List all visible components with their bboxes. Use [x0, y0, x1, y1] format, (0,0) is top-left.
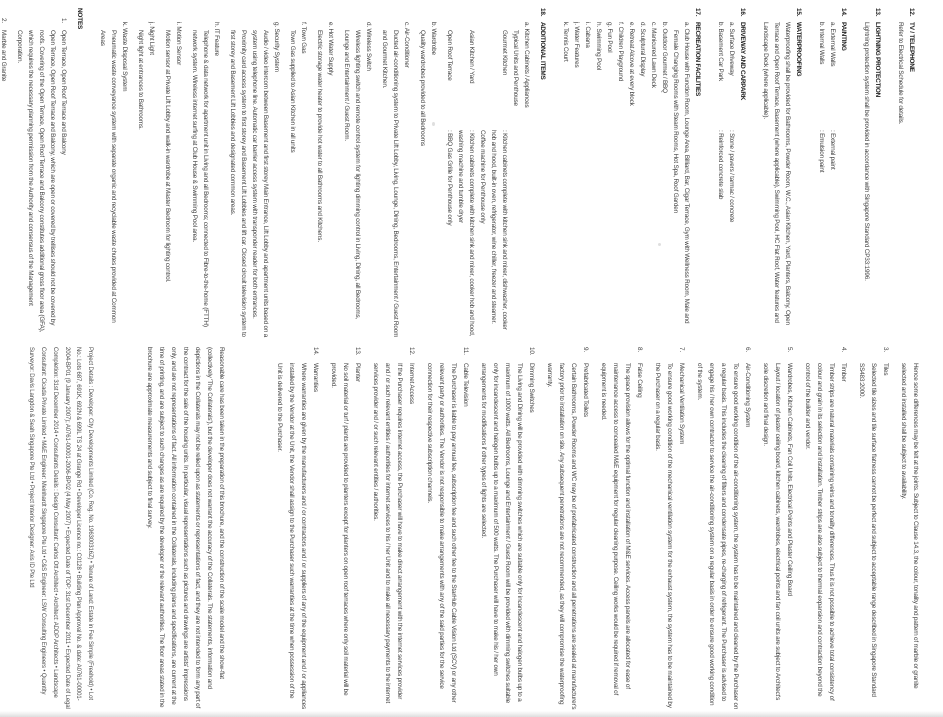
section-header	[906, 8, 917, 339]
note-content	[14, 30, 69, 339]
additional-item	[287, 8, 309, 339]
note-title: Tiles	[882, 363, 889, 376]
spec-label: a. Surface Driveway	[728, 22, 735, 76]
note-body: The Purchaser is liable to pay annual fee, subscription fee and such other fee to the StarHub Cable Vision Ltd (SCV) or any other relevant party or authorities. The Vendor is not responsible to make arrangements with any of the said parties for the service connection for their respective subscription channels.	[426, 363, 457, 703]
note-item	[477, 347, 537, 710]
spec-pair-row	[715, 8, 726, 339]
additional-item	[417, 8, 439, 339]
additional-item	[189, 8, 222, 339]
note-number: 3.	[882, 347, 889, 352]
facility-item: i. Cabana	[584, 22, 591, 48]
additional-item	[227, 8, 282, 339]
section-number: 16.	[739, 8, 746, 17]
section-title: DRIVEWAY AND CARPARK	[739, 22, 746, 101]
appliance-label: Open Roof Terrace	[446, 30, 453, 81]
section-number: 18.	[539, 8, 546, 17]
note-content	[273, 363, 321, 710]
additional-item-label: g. Security System	[273, 22, 280, 72]
spec-section	[816, 8, 849, 339]
note-body: Layout / location of plaster ceiling board, kitchen cabinets, wardrobes, electrical points and fan coil units are subject to Architect's sole discretion and final design.	[762, 363, 781, 701]
additional-item-body: Town Gas supplied to Asian Kitchen in all units	[289, 30, 296, 153]
note-body: If the Purchaser requires internet access, the Purchaser will have to make direct arrangement with the internet services provider and / or such relevant entities / authorities for internet services to his / her Unit and to make all necessary payments to the internet services provider and / or such relevant entities / authorities.	[372, 363, 403, 704]
note-title: False Ceiling	[636, 363, 643, 398]
additional-item-body: Audio / video intercom between Basement and first storey Main Entrance, Lift Lobby and apartment units based on a system using telephone line. Automatic car barrier access system with transponder reader for both entrances. Proximity card access system to first storey and Basement Lift Lobbies and lift car. Closed circuit television system to first storey and Basement Lift Lobbies and designated common areas.	[229, 30, 269, 338]
note-item	[273, 347, 321, 710]
additional-item-label: b. Wardrobe	[430, 22, 437, 55]
note-body: Timber strips are natural materials containing veins and tonality differences. Thus it is not possible to achieve total consistency of colour and grain in its selection and installation. Timber strips are also subject to thermal expansion and contraction beyond the control of the builder and vendor.	[804, 363, 835, 701]
note-number: 8.	[636, 347, 643, 352]
note-number: 7.	[678, 347, 685, 352]
note-item	[0, 8, 9, 339]
section-header	[872, 8, 883, 339]
note-item	[651, 347, 687, 710]
additional-item	[444, 8, 532, 339]
spec-pair-row	[444, 22, 455, 339]
note-number: 12.	[408, 347, 415, 356]
project-credits-line: Project Details : Developer: City Developments Limited (Co. Reg. No. 196300316Z) • Tenure of Land: Estate in Fee Simple (Freehold) • Lot No.: Lots 687, 691K, 692N & 699L TS 24 at Grange Rd • Developer Licence no.: C0128 • Building Plan Approval No. & date: A0761-00001-2004-BP01 (9 January 2007); A0761-00001-2006-BP02 (4 May 2007) • Expected Date of TOP: 31st December 2011 • Expected Date of Legal Completion: 31st December 2014 • Consultants Details : Design Consultant: Carlos Ott Architect • Architect: ADDP Architects • Landscape Consultant: Cicada Private Limited • M&E Engineer: Meinhardt Singapore Pte Ltd • C&S Engineer: LSW Consulting Engineers • Quantity Surveyor: Davis Langdon & Seah Singapore Pte Ltd • Project Interior Designer: Axis ID Pte Ltd	[28, 347, 93, 709]
additional-item-label: j. Night Light	[148, 22, 155, 55]
note-body: No soil material or turf / plants are provided to planters except for planters on open roof terraces where only soil material will be provided.	[330, 363, 349, 696]
section-title: PAINTING	[840, 22, 847, 51]
disclaimer-paragraph: Reasonable care has been taken in the preparation of this brochure, and the construction of the scale model and the show-flat (collectively 'The Collaterals'), but the developer does not warrant the accuracy of the Collaterals. The statements, information and depictions in the Collaterals may not be relied upon as statements or representations of fact, and they are not intended to form any part of the contract for the sale of the housing units. In particular, visual representations such as pictures and drawings are artists' impressions only, and are not representations of fact. All information contained in the Collaterals, including plans and specifications, are current at the time of printing, and are subject to such changes as are required by the developer or the relevant authorities. The floor areas stated in the brochure are approximate measurements and subject to final survey.	[146, 347, 225, 709]
section-paragraph: Refer to Electrical Schedule for details.	[897, 22, 904, 125]
facility-item: f. Children Playground	[617, 22, 624, 82]
section-number: 12.	[908, 8, 915, 17]
section-number: 15.	[795, 8, 802, 17]
section-title: WATERPROOFING	[795, 22, 802, 77]
additional-item-label: i. Motion Sensor	[175, 22, 182, 66]
note-title: Cable Television	[462, 363, 469, 407]
note-number: 2.	[0, 18, 7, 23]
spec-value: : External paint	[827, 130, 838, 339]
appliance-label: Gourmet Kitchen	[501, 30, 508, 76]
note-body: Selected tile sizes and tile surface flatness cannot be perfect and subject to acceptable range described in Singapore Standard SS483:2000.	[858, 363, 877, 697]
specifications-left-column	[0, 8, 917, 339]
spec-label: b. Basement Car Park	[717, 22, 724, 81]
additional-item	[379, 8, 412, 339]
note-title: Open Terrace, Open Roof Terrace and Balcony	[60, 30, 67, 155]
note-item	[597, 347, 645, 710]
scan-artifact	[432, 122, 435, 126]
facility-item: d. Sculptural Display	[639, 22, 646, 77]
note-body: The Living and Dining will be provided with dimming switches which are suitable only for incandescent and halogen bulbs up to a maximum of 1000 watts. All Bedrooms, Lounge and Entertainment / Guest Room will be provided with dimming switches suitable only for incandescent and halogen bulbs up to a maximum of 500 watts. The Purchaser will have to make his / her own arrangements for modifications if other types of lights are selected.	[480, 363, 523, 703]
facility-item: e. Retreat Alcove at every block	[628, 22, 635, 106]
facility-item: j. Water Features	[573, 22, 580, 68]
note-item	[423, 347, 471, 710]
note-body: Where warranties are given by the manufacturers and / or contractors and / or suppliers of any of the equipment and / or appliances installed by the Vendor at the Unit, the Vendor shall assign to the Purchaser such warranties at the time when possession of the Unit is delivered to the Purchaser.	[276, 363, 307, 710]
note-content	[543, 363, 591, 710]
spec-section	[861, 8, 883, 339]
note-item	[369, 347, 417, 710]
note-number: 10.	[528, 347, 535, 356]
note-title: Timber	[840, 363, 847, 382]
additional-item-label: e. Hot Water Supply	[327, 22, 334, 76]
spec-section	[895, 8, 917, 339]
note-content	[477, 363, 537, 710]
spec-label: a. External Walls	[829, 22, 836, 67]
section-header	[737, 8, 748, 339]
additional-item-body: Wireless lighting switch and remote control system for lighting dimming control in Living, Dining, all Bedrooms, Lounge and Entertainment / Guest Room.	[343, 30, 361, 320]
note-number: 11.	[462, 347, 469, 355]
additional-item-body: Quality wardrobes provided to all Bedrooms	[419, 30, 426, 146]
page-edge-shadow	[0, 711, 943, 717]
spec-value: : Emulsion paint	[816, 130, 827, 339]
additional-item-body: Electric storage water heater to provide hot water to all Bathrooms and Kitchens.	[316, 30, 323, 242]
appliance-label: Asian Kitchen / Yard	[468, 30, 475, 84]
note-number: 6.	[744, 347, 751, 352]
additional-item-label: a. Kitchen Cabinets / Appliances	[523, 22, 530, 108]
note-number: 14.	[312, 347, 319, 356]
note-content	[327, 363, 363, 710]
note-item	[759, 347, 795, 710]
additional-item	[135, 8, 157, 339]
section-number: 13.	[874, 8, 881, 17]
note-item	[327, 347, 363, 710]
note-number: 5.	[786, 347, 793, 352]
spec-pair-row	[477, 22, 510, 339]
additional-item	[314, 8, 336, 339]
spec-pair-row	[816, 8, 827, 339]
section-title: TV / TELEPHONE	[908, 22, 915, 72]
facility-item: b. Outdoor Gourmet / BBQ	[661, 22, 668, 93]
additional-item-label: c. Air-Conditioner	[403, 22, 410, 68]
note-content	[369, 363, 417, 710]
note-content	[597, 363, 645, 710]
additional-item-label: h. IT Feature	[213, 22, 220, 56]
section-header	[838, 8, 849, 339]
spec-pair-row	[455, 22, 477, 339]
additional-item-label: k. Waste Disposal System	[121, 22, 128, 92]
note-number: 9.	[582, 347, 589, 352]
note-body: Open Terrace, Open Roof Terrace and Balcony, which are open or covered by trellises should not be covered by roofs. Covering of the Open Terrace, Open Roof Terrace and Balcony constitutes additional gross floor area (GFA), which requires the necessary planning permission from the Authority and consensus of the Management Corporation.	[16, 30, 56, 333]
note-title: Mechanical Ventilation System	[678, 363, 685, 445]
appliance-value: : BBQ Gas Grille for Penthouse only	[444, 130, 455, 339]
additional-item	[162, 8, 184, 339]
section-number: 17.	[694, 8, 701, 17]
additional-item-body: Motion sensor at Private Lift Lobby and walk-in wardrobe at Master Bedroom for lighting control.	[164, 30, 171, 283]
note-number: 1.	[60, 18, 67, 23]
facility-item: a. Club House with Function Room, Lounge Area, Billiard, Bar, Cigar Terrace, Gym with Wellness Room, Male and Female Changing Rooms with Steam Rooms, Hot Spa, Roof Garden	[672, 22, 690, 324]
section-header	[537, 8, 548, 339]
facility-item: c. Manicured Lawn Deck	[650, 22, 657, 88]
section-header	[793, 8, 804, 339]
note-title: Internet Access	[408, 363, 415, 404]
additional-item-body: Night light at entrances to Bathrooms.	[137, 30, 144, 130]
note-item	[801, 347, 849, 710]
spec-value: : Stone / pavers / tarmac / concrete	[726, 130, 737, 339]
spec-section	[715, 8, 748, 339]
note-continuation-paragraph: Hence some differences may be felt at the joints. Subject to Clause 14.3, the colour, tonality and pattern of marble or granite selected and installed shall be subject to availability.	[900, 363, 919, 689]
note-content	[759, 363, 795, 710]
note-title: Prefabricated Toilets	[582, 363, 589, 417]
facility-item: h. Swimming Pool	[595, 22, 602, 71]
note-title: Wardrobes, Kitchen Cabinets, Fan Coil Units, Electrical Points and Plaster Ceiling Board	[786, 363, 793, 596]
additional-item-subheading: Typical Units and Penthouse	[512, 30, 519, 106]
spec-value: : Reinforced concrete slab	[715, 130, 726, 339]
note-item	[855, 347, 891, 710]
appliance-value: : Kitchen cabinets complete with kitchen sink and mixer, dishwasher, cooker hob and hood, built-in oven, refrigerator, wine chiller, freezer and steamer. Coffee machine for Penthouse only	[477, 130, 510, 339]
additional-item-label: f. Town Gas	[300, 22, 307, 54]
facility-item: g. Fun Pool	[606, 22, 613, 53]
notes-right-column	[25, 347, 921, 710]
section-title: LIGHTNING PROTECTION	[874, 22, 881, 98]
spec-section	[97, 8, 548, 339]
note-title: Air-Conditioning System	[744, 363, 751, 428]
notes-heading: NOTES	[76, 8, 83, 30]
additional-item-body: Pneumatic waste conveyance system with separate organic and recyclable waste chutes provided at Common Areas	[99, 30, 117, 323]
note-content	[693, 363, 753, 710]
note-content	[423, 363, 471, 710]
spec-label: b. Internal Walls	[818, 22, 825, 65]
additional-item-label: d. Wireless Switch	[365, 22, 372, 71]
additional-item-body: Telephone & data network for apartment unit in Living and all Bedrooms; connected to Fibre-to-the-home (FTTH) network system. Wireless internet surfing at Club House & Swimming Pool area.	[191, 30, 209, 327]
section-paragraph: Lightning protection system shall be provided in accordance with Singapore Standard CP33:1996.	[863, 22, 870, 281]
note-title: Dimming Switches	[528, 363, 535, 413]
note-body: To ensure good working condition of the air-conditioning system, the system has to be maintained and cleaned by the Purchaser on a regular basis. This includes the cleaning of filters and condensate pipes, re-charging of refrigerant. The Purchaser is advised to engage his / her own contractor to service the air-conditioning system on a regular basis in order to ensure good working condition of the system.	[696, 363, 739, 710]
note-item	[14, 8, 69, 339]
spec-pair-row	[827, 8, 838, 339]
spec-pair-row	[726, 8, 737, 339]
note-number: 4.	[840, 347, 847, 352]
section-paragraph: Waterproofing shall be provided for Bathrooms, Powder Room, W.C., Asian Kitchen, Yard, Planters, Balcony, Open Terrace and Open Roof Terrace, Basement (where applicable), Swimming Pool, HC Flat Roof, Water features and Landscape Deck (where applicable).	[762, 22, 791, 325]
scan-artifact	[658, 243, 661, 246]
note-title: Warranties	[312, 363, 319, 392]
note-title: Marble and Granite	[0, 30, 7, 82]
section-header	[692, 8, 703, 339]
note-number: 13.	[354, 347, 361, 356]
note-content	[855, 363, 891, 710]
note-item	[693, 347, 753, 710]
note-content	[0, 30, 9, 339]
additional-item	[97, 8, 130, 339]
section-number: 14.	[840, 8, 847, 17]
note-item	[543, 347, 591, 710]
note-body: Certain Bathrooms, Powder Rooms and WC may be of prefabricated construction and all penetrations are sealed at manufacturer's factory prior to installation on site. Any subsequent penetrations are not recommended, as they will compromise the waterproofing warranty.	[546, 363, 577, 710]
spec-section	[760, 8, 804, 339]
note-content	[801, 363, 849, 710]
facility-item: k. Tennis Court	[562, 22, 569, 62]
section-title: RECREATION FACILITIES	[694, 22, 701, 97]
appliance-value: : Kitchen cabinets complete with kitchen sink and mixer, cooker hob and hood, washing machine and tumble dryer	[455, 130, 477, 339]
note-title: Planter	[354, 363, 361, 382]
note-content	[651, 363, 687, 710]
section-title: ADDITIONAL ITEMS	[539, 22, 546, 80]
note-body: To ensure good working condition of the mechanical ventilation system for the exhaust system, the system has to be maintained by the Purchaser on a regular basis.	[654, 363, 673, 708]
note-body: The space provision allows for the optimal function and installation of M&E services. Access panels are allocated for ease of maintenance access to concealed M&E equipment for regular cleaning purpose. Ceiling works would be required if removal of equipment is needed.	[600, 363, 631, 696]
additional-item-body: Ducted air-conditioning system to Private Lift Lobby, Living, Lounge, Dining, Bedrooms, Entertainment / Guest Room and Gourmet Kitchen.	[381, 30, 399, 338]
spec-section	[560, 8, 703, 339]
additional-item	[341, 8, 374, 339]
